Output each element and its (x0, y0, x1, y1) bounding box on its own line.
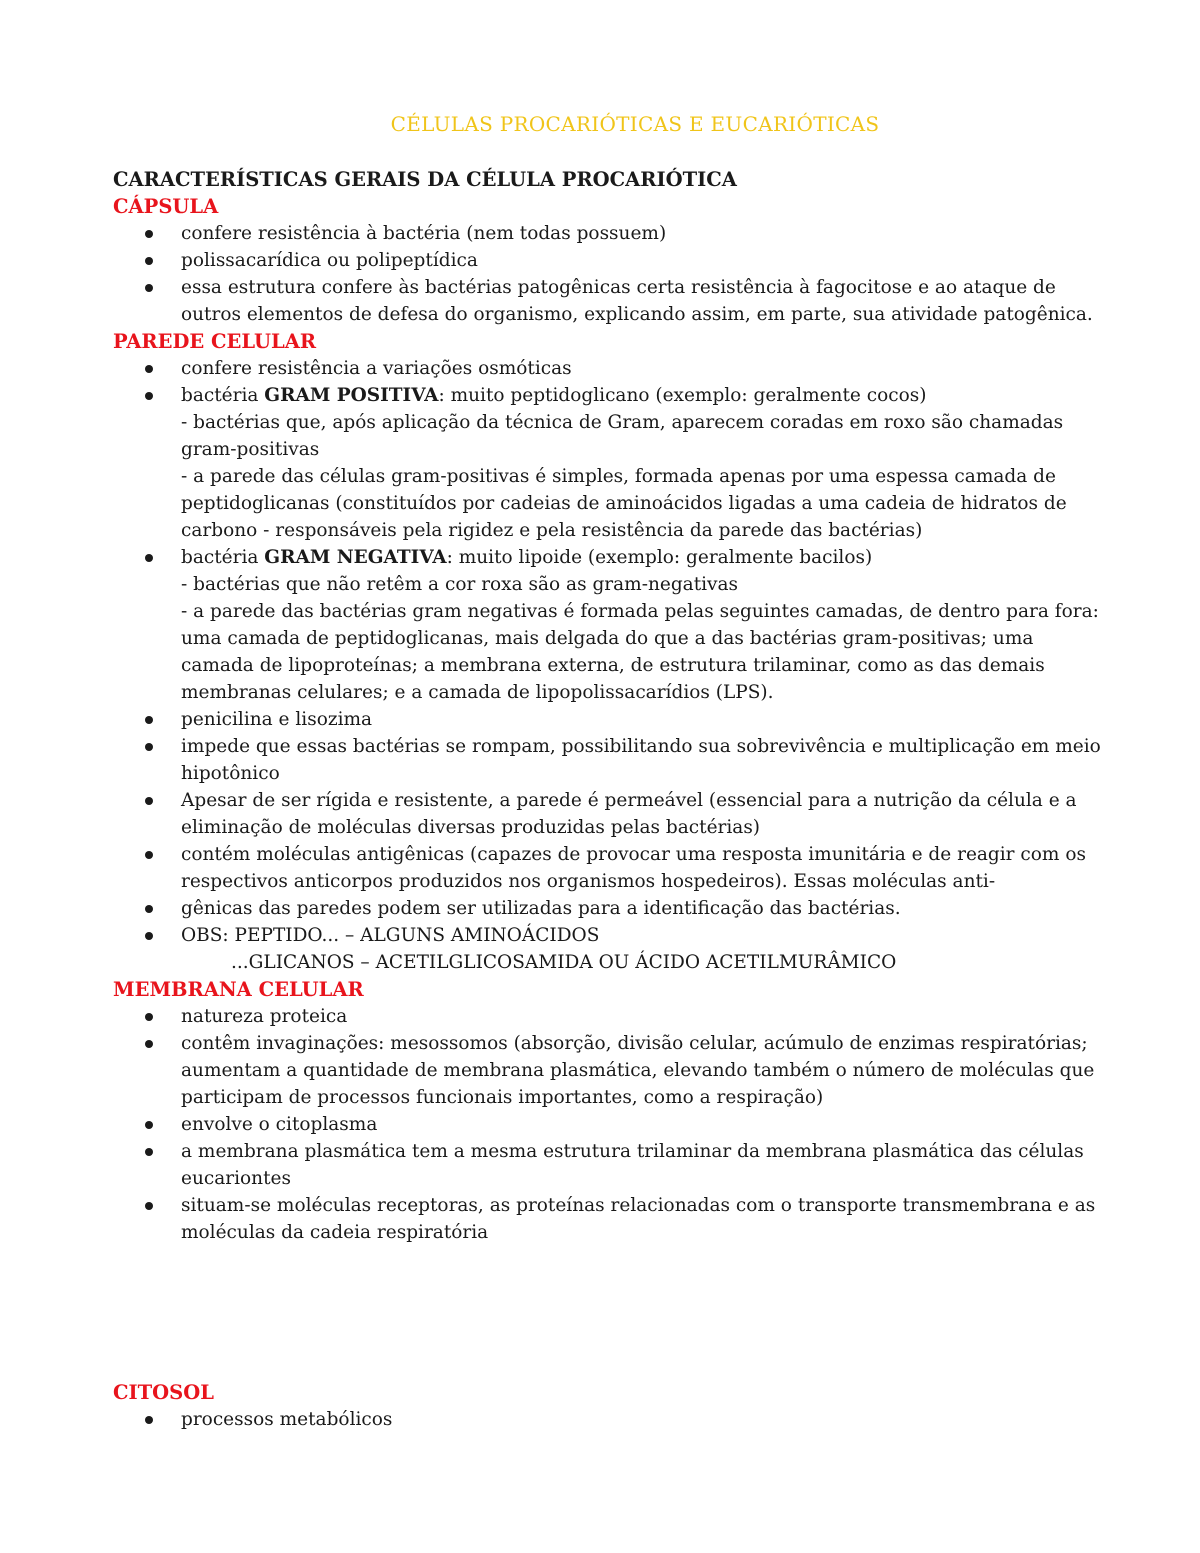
document-body (113, 166, 1103, 1433)
list-item: a membrana plasmática tem a mesma estrutura trilaminar da membrana plasmática das células eucariontes (113, 1138, 1103, 1192)
gram-negativa-rest: : muito lipoide (exemplo: geralmente bacilos) (446, 547, 873, 568)
list-item-gram-negativa (113, 544, 1103, 706)
gram-positiva-rest: : muito peptidoglicano (exemplo: geralmente cocos) (438, 385, 927, 406)
document-title: CÉLULAS PROCARIÓTICAS E EUCARIÓTICAS (390, 112, 880, 136)
citosol-list (113, 1406, 1103, 1433)
list-item: confere resistência a variações osmóticas (113, 355, 1103, 382)
list-item: contêm invaginações: mesossomos (absorção, divisão celular, acúmulo de enzimas respiratórias; aumentam a quantidade de membrana plasmática, elevando também o número de moléculas que participam de processos funcionais importantes, como a respiração) (113, 1030, 1103, 1111)
list-item: processos metabólicos (113, 1406, 1103, 1433)
list-item: natureza proteica (113, 1003, 1103, 1030)
gram-positiva-term: GRAM POSITIVA (264, 385, 439, 406)
section-heading-capsula: CÁPSULA (113, 195, 219, 218)
list-item-obs-continuation: ...GLICANOS – ACETILGLICOSAMIDA OU ÁCIDO ACETILMURÂMICO (231, 952, 897, 973)
section-heading-parede: PAREDE CELULAR (113, 330, 317, 353)
gram-negativa-sub1: - bactérias que não retêm a cor roxa são as gram-negativas (181, 574, 739, 595)
list-item-gram-positiva (113, 382, 1103, 544)
gram-positiva-prefix: bactéria (181, 385, 265, 406)
gram-positiva-sub1: - bactérias que, após aplicação da técnica de Gram, aparecem coradas em roxo são chamadas gram-positivas (181, 412, 1064, 460)
section-heading-citosol: CITOSOL (113, 1381, 214, 1404)
list-item: confere resistência à bactéria (nem todas possuem) (113, 220, 1103, 247)
list-item: situam-se moléculas receptoras, as proteínas relacionadas com o transporte transmembrana e as moléculas da cadeia respiratória (113, 1192, 1103, 1246)
list-item: envolve o citoplasma (113, 1111, 1103, 1138)
list-item: contém moléculas antigênicas (capazes de provocar uma resposta imunitária e de reagir com os respectivos anticorpos produzidos nos organismos hospedeiros). Essas moléculas anti- (113, 841, 1103, 895)
gram-positiva-sub2: - a parede das células gram-positivas é simples, formada apenas por uma espessa camada de peptidoglicanas (constituídos por cadeias de aminoácidos ligadas a uma cadeia de hidratos de carbono - responsáveis pela rigidez e pela resistência da parede das bactérias) (181, 466, 1067, 541)
list-item: impede que essas bactérias se rompam, possibilitando sua sobrevivência e multiplicação em meio hipotônico (113, 733, 1103, 787)
gram-negativa-term: GRAM NEGATIVA (264, 547, 447, 568)
list-item: polissacarídica ou polipeptídica (113, 247, 1103, 274)
gram-negativa-prefix: bactéria (181, 547, 265, 568)
capsula-list (113, 220, 1103, 328)
list-item: essa estrutura confere às bactérias patogênicas certa resistência à fagocitose e ao ataque de outros elementos de defesa do organismo, explicando assim, em parte, sua atividade patogênica. (113, 274, 1103, 328)
blank-space (113, 1246, 1103, 1379)
gram-negativa-sub2: - a parede das bactérias gram negativas é formada pelas seguintes camadas, de dentro para fora: uma camada de peptidoglicanas, mais delgada do que a das bactérias gram-positivas; uma camada de lipoproteínas; a membrana externa, de estrutura trilaminar, como as das demais membranas celulares; e a camada de lipopolissacarídios (LPS). (181, 601, 1099, 703)
membrana-list (113, 1003, 1103, 1246)
parede-list (113, 355, 1103, 976)
main-heading: CARACTERÍSTICAS GERAIS DA CÉLULA PROCARIÓTICA (113, 168, 737, 191)
list-item: Apesar de ser rígida e resistente, a parede é permeável (essencial para a nutrição da célula e a eliminação de moléculas diversas produzidas pelas bactérias) (113, 787, 1103, 841)
section-heading-membrana: MEMBRANA CELULAR (113, 978, 364, 1001)
list-item: penicilina e lisozima (113, 706, 1103, 733)
list-item: OBS: PEPTIDO... – ALGUNS AMINOÁCIDOS (113, 922, 1103, 949)
list-item: gênicas das paredes podem ser utilizadas para a identificação das bactérias. (113, 895, 1103, 922)
